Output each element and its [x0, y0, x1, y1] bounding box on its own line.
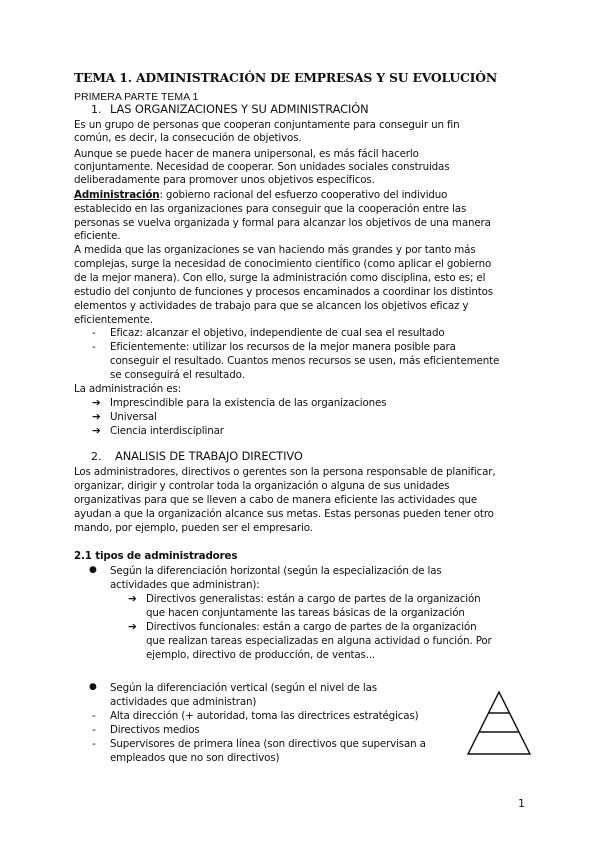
arrow-marker: ➔	[92, 397, 101, 409]
alta-direccion-item: Alta dirección (+ autoridad, toma las directrices estratégicas)	[110, 710, 419, 722]
vertical-bullet-line-2: actividades que administran)	[110, 696, 257, 708]
definition-line-2: establecido en las organizaciones para conseguir que la cooperación entre las	[74, 203, 467, 215]
dash-marker: -	[92, 327, 96, 339]
definition-rest: : gobierno racional del esfuerzo cooperativo del individuo	[159, 189, 448, 201]
arrow-marker: ➔	[92, 411, 101, 423]
supervisores-line-2: empleados que no son directivos)	[110, 752, 280, 764]
funcionales-line-1: Directivos funcionales: están a cargo de partes de la organización	[146, 621, 477, 633]
arrow-marker: ➔	[92, 425, 101, 437]
dash-marker: -	[92, 724, 96, 736]
definition-line-1	[74, 189, 447, 201]
section-2-number: 2.	[91, 450, 102, 463]
bullet-marker: ●	[89, 565, 97, 575]
section-1-number: 1.	[91, 103, 102, 116]
section-1-para-3-line-3: de la mejor manera). Con ello, surge la administración como disciplina, esto es; el	[74, 272, 486, 284]
page-number: 1	[518, 797, 525, 810]
arrow-marker: ➔	[128, 621, 137, 633]
section-1-para-2-line-1: Aunque se puede hacer de manera unipersonal, es más fácil hacerlo	[74, 148, 419, 160]
section-2-1-heading: 2.1 tipos de administradores	[74, 550, 238, 562]
part-label: PRIMERA PARTE TEMA 1	[74, 91, 199, 103]
section-1-para-3-line-1: A medida que las organizaciones se van haciendo más grandes y por tanto más	[74, 244, 476, 256]
dash-marker: -	[92, 341, 96, 353]
bullet-marker: ●	[89, 682, 97, 692]
section-1-para-3-line-6: eficientemente.	[74, 314, 153, 326]
section-2-para-line-3: organizativas para que se lleven a cabo de manera eficiente las actividades que	[74, 494, 478, 506]
directivos-medios-item: Directivos medios	[110, 724, 200, 736]
arrow-item-2: Universal	[110, 411, 157, 423]
dash-marker: -	[92, 738, 96, 750]
supervisores-line-1: Supervisores de primera línea (son directivos que supervisan a	[110, 738, 426, 750]
document-title: TEMA 1. ADMINISTRACIÓN DE EMPRESAS Y SU EVOLUCIÓN	[74, 70, 497, 85]
horizontal-bullet-line-1: Según la diferenciación horizontal (según la especialización de las	[110, 565, 442, 577]
definition-line-4: eficiente.	[74, 230, 121, 242]
pyramid-icon	[466, 690, 532, 756]
eficaz-item: Eficaz: alcanzar el objetivo, independiente de cual sea el resultado	[110, 327, 445, 339]
eficiente-item-line-2: conseguir el resultado. Cuantos menos recursos se usen, más eficientemente	[110, 355, 500, 367]
section-2-heading: ANALISIS DE TRABAJO DIRECTIVO	[115, 449, 303, 463]
section-1-para-1-line-2: común, es decir, la consecución de objetivos.	[74, 132, 302, 144]
eficiente-item-line-3: se conseguirá el resultado.	[110, 369, 245, 381]
arrow-item-1: Imprescindible para la existencia de las organizaciones	[110, 397, 387, 409]
section-2-para-line-2: organizar, dirigir y controlar toda la organización o alguna de sus unidades	[74, 480, 450, 492]
pyramid-outline	[468, 692, 530, 754]
section-2-para-line-5: mando, por ejemplo, pueden ser el empresario.	[74, 522, 313, 534]
section-1-para-3-line-4: estudio del conjunto de funciones y procesos encaminados a coordinar los distintos	[74, 286, 493, 298]
section-2-para-line-1: Los administradores, directivos o gerentes son la persona responsable de planificar,	[74, 466, 496, 478]
horizontal-bullet-line-2: actividades que administran):	[110, 579, 260, 591]
admin-es-label: La administración es:	[74, 383, 182, 395]
arrow-marker: ➔	[128, 593, 137, 605]
funcionales-line-2: que realizan tareas especializadas en alguna actividad o función. Por	[146, 635, 492, 647]
definition-term: Administración	[74, 189, 160, 201]
section-1-para-2-line-3: deliberadamente para promover unos objetivos específicos.	[74, 174, 375, 186]
section-1-para-2-line-2: conjuntamente. Necesidad de cooperar. Son unidades sociales construidas	[74, 161, 450, 173]
generalistas-line-1: Directivos generalistas: están a cargo de partes de la organización	[146, 593, 481, 605]
section-2-para-line-4: ayudan a que la organización alcance sus metas. Estas personas pueden tener otro	[74, 508, 494, 520]
funcionales-line-3: ejemplo, directivo de producción, de ventas...	[146, 649, 376, 661]
section-1-heading: LAS ORGANIZACIONES Y SU ADMINISTRACIÓN	[110, 102, 369, 116]
section-1-para-3-line-2: complejas, surge la necesidad de conocimiento científico (como aplicar el gobierno	[74, 258, 492, 270]
dash-marker: -	[92, 710, 96, 722]
section-1-para-1-line-1: Es un grupo de personas que cooperan conjuntamente para conseguir un fin	[74, 119, 460, 131]
definition-line-3: personas se vuelva organizada y formal para alcanzar los objetivos de una manera	[74, 217, 491, 229]
arrow-item-3: Ciencia interdisciplinar	[110, 425, 224, 437]
vertical-bullet-line-1: Según la diferenciación vertical (según el nivel de las	[110, 682, 377, 694]
generalistas-line-2: que hacen conjuntamente las tareas básicas de la organización	[146, 607, 465, 619]
section-1-para-3-line-5: elementos y actividades de trabajo para que se alcancen los objetivos eficaz y	[74, 300, 469, 312]
eficiente-item-line-1: Eficientemente: utilizar los recursos de la mejor manera posible para	[110, 341, 456, 353]
